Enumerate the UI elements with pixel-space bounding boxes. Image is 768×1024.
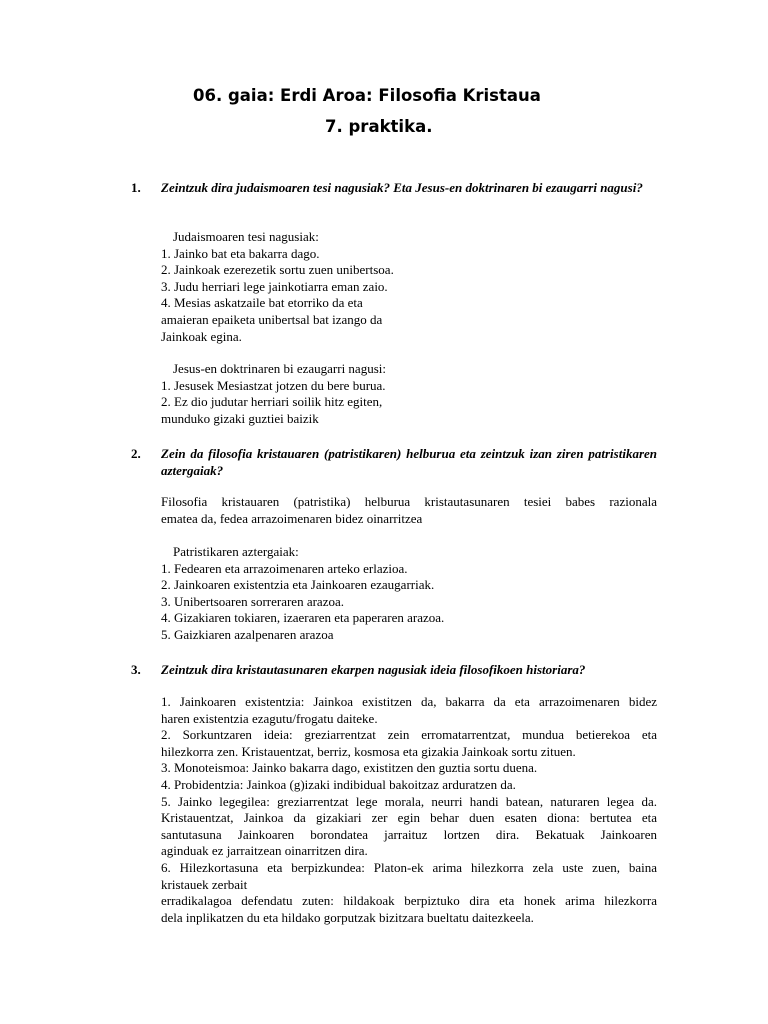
judaism-line: 4. Mesias askatzaile bat etorriko da eta [161, 295, 363, 311]
judaism-heading: Judaismoaren tesi nagusiak: [173, 229, 319, 244]
jesus-line: munduko gizaki guztiei baizik [161, 410, 319, 426]
judaism-line: amaieran epaiketa unibertsal bat izango da [161, 311, 383, 327]
question-3-number: 3. [131, 662, 141, 677]
contribution-line: Kristauentzat, Jainkoa da gizakiari zer egin behar duen esaten diona: bertutea eta [161, 810, 657, 826]
contribution-line: 4. Probidentzia: Jainkoa (g)izaki indibidual bakoitzaz arduratzen da. [161, 776, 516, 792]
contribution-line: 1. Jainkoaren existentzia: Jainkoa existitzen da, bakarra da eta arrazoimenaren bidez [161, 694, 657, 709]
judaism-line: Jainkoak egina. [161, 328, 242, 344]
topic-line: 5. Gaizkiaren azalpenaren arazoa [161, 626, 334, 642]
contribution-line: 2. Sorkuntzaren ideia: greziarrentzat zein erromatarrentzat, mundua betierekoa eta [161, 727, 657, 743]
question-1-answer [161, 229, 657, 345]
contribution-line: kristauek zerbait [161, 876, 248, 892]
question-3-answer [161, 694, 657, 926]
question-2-topics [161, 544, 657, 644]
page-subtitle: 7. praktika. [325, 117, 433, 136]
question-2-answer [161, 494, 657, 527]
jesus-heading: Jesus-en doktrinaren bi ezaugarri nagusi: [173, 361, 386, 376]
question-2-text: Zein da filosofia kristauaren (patristikaren) helburua eta zeintzuk izan ziren patristikaren aztergaiak? [161, 446, 657, 478]
question-1-number: 1. [131, 180, 141, 195]
contribution-line: 3. Monoteismoa: Jainko bakarra dago, existitzen den guztia sortu duena. [161, 760, 538, 776]
contribution-line: 5. Jainko legegilea: greziarrentzat lege morala, neurri handi batean, naturaren legea da. [161, 793, 657, 809]
judaism-line: 2. Jainkoak ezerezetik sortu zuen unibertsoa. [161, 262, 394, 278]
contribution-line: haren existentzia ezagutu/frogatu daiteke. [161, 710, 378, 726]
answer-line: Filosofia kristauaren (patristika) helburua kristautasunaren tesiei babes razionala [161, 494, 657, 509]
question-1-answer-jesus [161, 361, 657, 427]
judaism-line: 3. Judu herriari lege jainkotiarra eman zaio. [161, 278, 388, 294]
contribution-line: santutasuna Jainkoaren borondatea jarraituz lortzen dira. Bekatuak Jainkoaren [161, 826, 657, 842]
answer-line: ematea da, fedea arrazoimenaren bidez oinarritzea [161, 510, 423, 526]
topic-line: 4. Gizakiaren tokiaren, izaeraren eta paperaren arazoa. [161, 610, 445, 626]
jesus-line: 2. Ez dio judutar herriari soilik hitz egiten, [161, 394, 383, 410]
topics-heading: Patristikaren aztergaiak: [173, 544, 299, 559]
question-3-text: Zeintzuk dira kristautasunaren ekarpen nagusiak ideia filosofikoen historiara? [161, 662, 586, 677]
contribution-line: hilezkorra zen. Kristauentzat, berriz, kosmosa eta gizakia Jainkoak sortu zituen. [161, 743, 576, 759]
contribution-line: aginduak ez jarraitzean oinarritzen dira. [161, 843, 368, 859]
page-title: 06. gaia: Erdi Aroa: Filosofia Kristaua [193, 86, 541, 105]
question-1-text: Zeintzuk dira judaismoaren tesi nagusiak? Eta Jesus-en doktrinaren bi ezaugarri nagusi? [161, 180, 643, 195]
topic-line: 2. Jainkoaren existentzia eta Jainkoaren ezaugarriak. [161, 577, 435, 593]
judaism-line: 1. Jainko bat eta bakarra dago. [161, 245, 320, 261]
contribution-line: erradikalagoa defendatu zuten: hildakoak berpiztuko dira eta honek arima hilezkorra [161, 893, 657, 909]
contribution-line: dela inplikatzen du eta hildako gorputzak bizitzara bueltatu daitezkeela. [161, 909, 534, 925]
question-2-number: 2. [131, 446, 141, 461]
topic-line: 3. Unibertsoaren sorreraren arazoa. [161, 593, 344, 609]
jesus-line: 1. Jesusek Mesiastzat jotzen du bere burua. [161, 377, 386, 393]
contribution-line: 6. Hilezkortasuna eta berpizkundea: Platon-ek arima hilezkorra zela uste zuen, baina [161, 859, 657, 875]
topic-line: 1. Fedearen eta arrazoimenaren arteko erlazioa. [161, 560, 408, 576]
